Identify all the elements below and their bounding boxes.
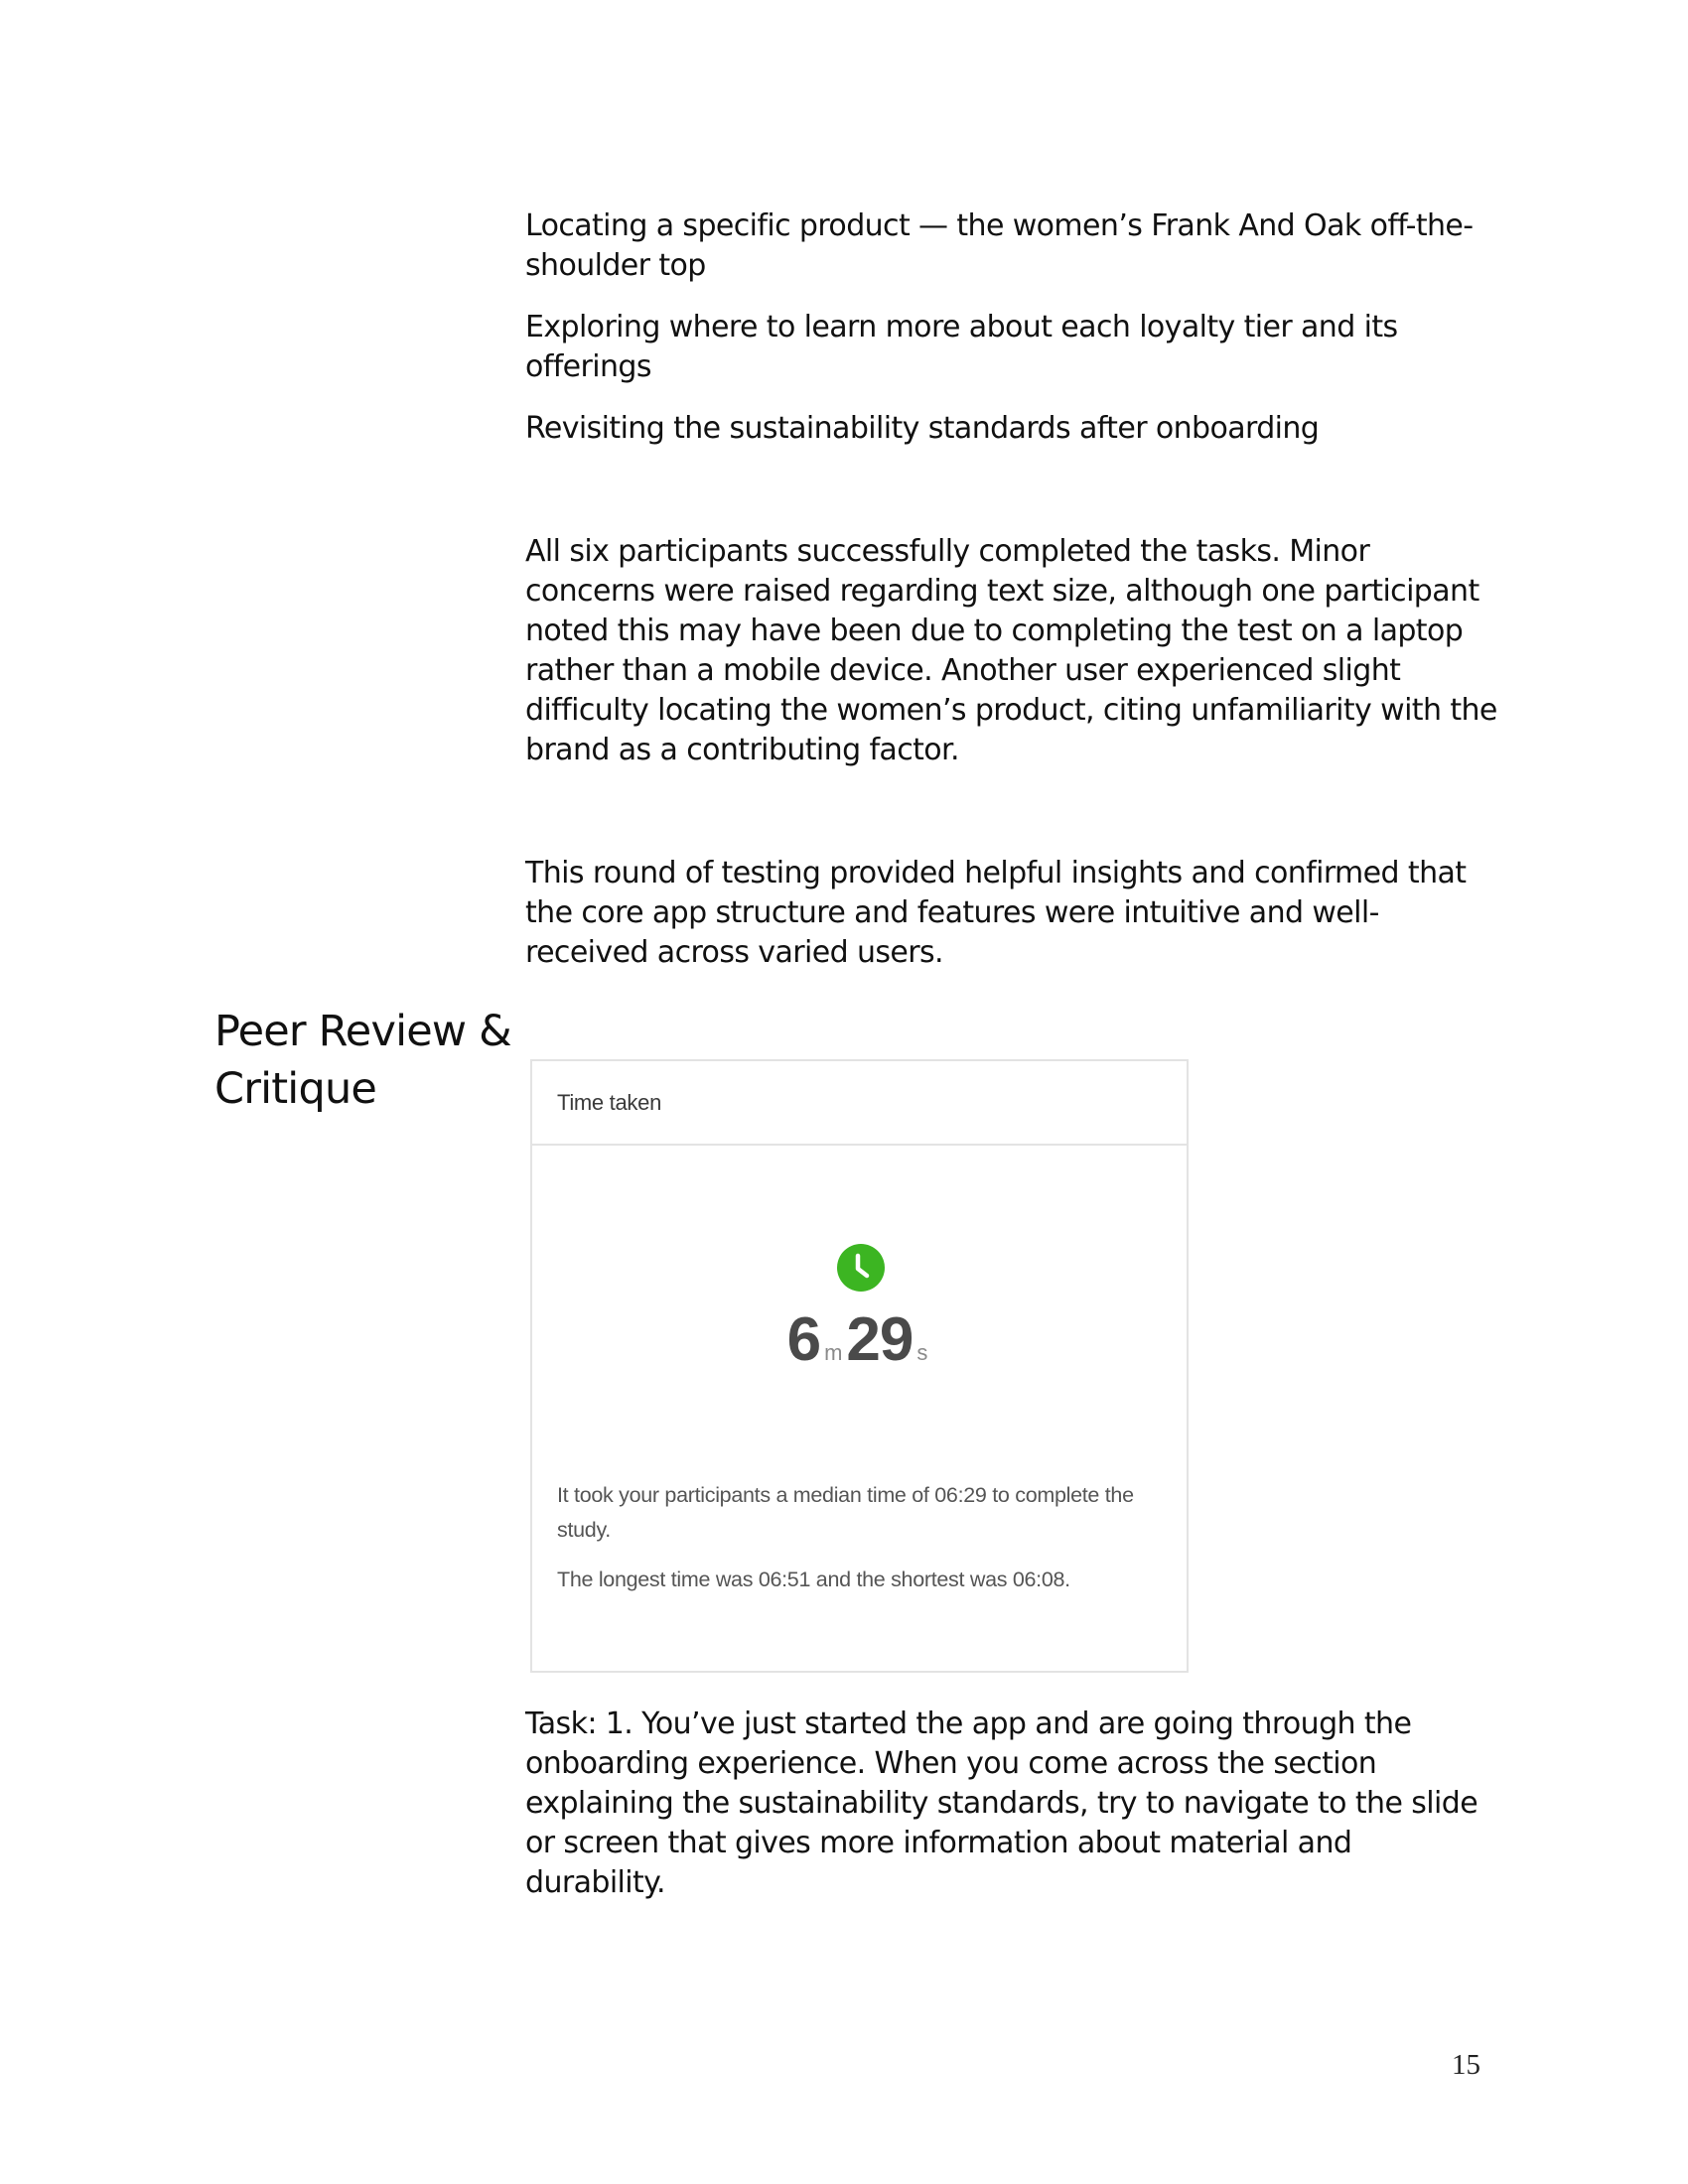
task-item: Revisiting the sustainability standards after onboarding	[525, 411, 1320, 446]
seconds-unit: s	[916, 1340, 928, 1365]
median-time-text: It took your participants a median time of 06:29 to complete the study.	[557, 1483, 1134, 1542]
card-header	[532, 1061, 1187, 1146]
range-time-text: The longest time was 06:51 and the shortest was 06:08.	[557, 1568, 1070, 1591]
duration-display	[532, 1304, 1187, 1375]
card-title: Time taken	[557, 1089, 662, 1115]
page-number: 15	[1452, 2049, 1480, 2081]
findings-paragraph: All six participants successfully completed the tasks. Minor concerns were raised regarding text size, although one participant noted this may have been due to completing the test on a laptop rather than a mobile device. Another user experienced slight difficulty locating the women’s product, citing unfamiliarity with the brand as a contributing factor.	[525, 534, 1497, 767]
task-description: Task: 1. You’ve just started the app and are going through the onboarding experience. When you come across the section explaining the sustainability standards, try to navigate to the slide or screen that gives more information about material and durability.	[525, 1706, 1478, 1900]
section-heading: Peer Review & Critique	[214, 1007, 511, 1114]
card-summary	[557, 1478, 1163, 1612]
task-list	[525, 206, 1498, 471]
time-taken-card	[530, 1059, 1189, 1673]
duration-minutes: 6	[786, 1305, 821, 1374]
conclusion-paragraph: This round of testing provided helpful insights and confirmed that the core app structure and features were intuitive and well-received across varied users.	[525, 856, 1467, 970]
clock-icon	[836, 1243, 886, 1293]
duration-seconds: 29	[846, 1305, 914, 1374]
minutes-unit: m	[824, 1340, 843, 1365]
task-item: Exploring where to learn more about each loyalty tier and its offerings	[525, 310, 1398, 384]
task-item: Locating a specific product — the women’s Frank And Oak off-the-shoulder top	[525, 208, 1474, 283]
